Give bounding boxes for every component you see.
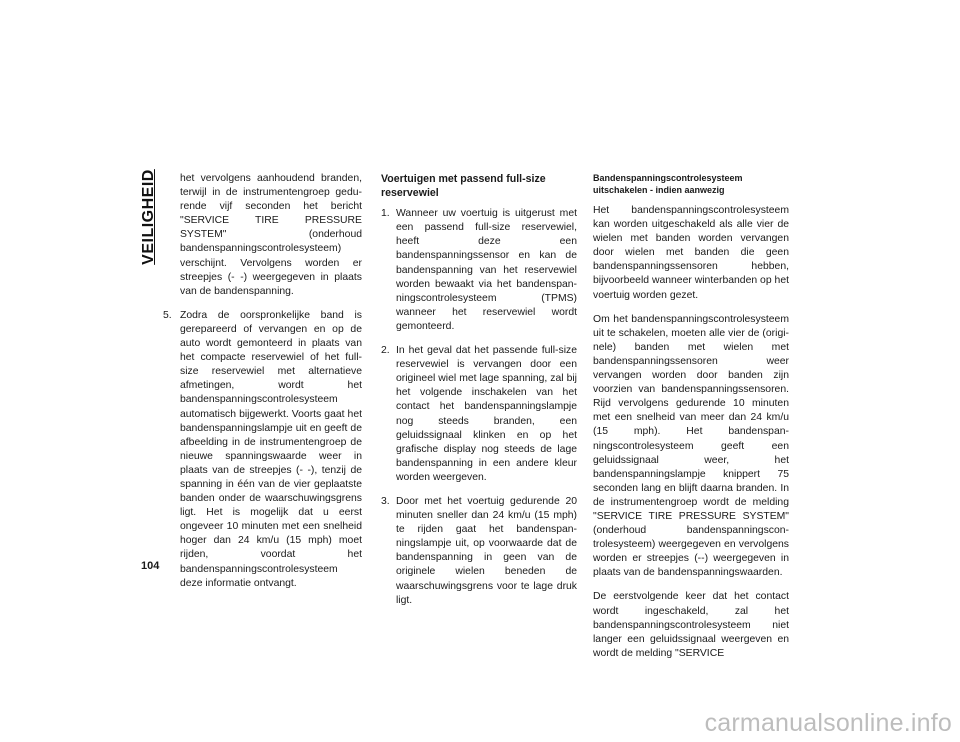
list-item-1 bbox=[381, 207, 577, 334]
list-number: 5. bbox=[163, 309, 172, 321]
section-subheading: Bandenspanningscontrolesysteem uitschakelen - indien aanwezig bbox=[593, 173, 743, 195]
list-item-text: Zodra de oorspronkelijke band is gerepareerd of vervangen en op de auto wordt gemonteerd in plaats van het compacte reservewiel of het full-size reservewiel met alternatieve afmetingen, wordt het bandenspanningscontrolesysteem automatisch bijgewerkt. Voorts gaat het bandenspanningslampje uit en geeft de afbeelding in de instrumentengroep de nieuwe spanningswaarde weer in plaats van de streepjes (- -), tenzij de spanning in één van de vier geplaatste banden onder de waarschuwingsgrens ligt. Het is mogelijk dat u eerst ongeveer 10 minuten met een snelheid hoger dan 24 km/u (15 mph) moet rijden, voordat het bandenspanningscontrolesysteem deze informatie ontvangt. bbox=[180, 309, 362, 589]
list-item-2 bbox=[381, 344, 577, 485]
column-left bbox=[165, 172, 362, 591]
list-item-3 bbox=[381, 495, 577, 608]
list-number: 3. bbox=[381, 495, 390, 507]
list-number: 2. bbox=[381, 345, 390, 357]
list-number: 1. bbox=[381, 208, 390, 220]
section-heading: Voertuigen met passend full-size reservewiel bbox=[381, 173, 546, 200]
section-tab bbox=[138, 171, 160, 263]
paragraph: De eerstvolgende keer dat het contact wordt ingeschakeld, zal het bandenspanningscontrolesysteem niet langer een geluidssignaal weergeven en wordt de melding "SERVICE bbox=[593, 591, 789, 659]
paragraph: Het bandenspanningscontrolesysteem kan worden uitgeschakeld als alle vier de wielen met banden worden vervangen door wielen met banden die geen bandenspanningssensoren hebben, bijvoorbeeld wanneer winterbanden op het voertuig worden gezet. bbox=[593, 205, 789, 301]
list-item-text: In het geval dat het passende full-size reservewiel is vervangen door een origineel wiel met lage spanning, zal bij het volgende inschakelen van het contact het bandenspanningslampje nog steeds branden, een geluidssignaal klinken en op het grafische display nog steeds de lage bandenspanning in een andere kleur worden weergeven. bbox=[396, 345, 577, 483]
watermark: carmanualsonline.info bbox=[704, 709, 952, 737]
column-right bbox=[593, 172, 789, 671]
column-middle bbox=[381, 172, 577, 618]
list-item-text: Wanneer uw voertuig is uitgerust met een passend full-size reservewiel, heeft deze een bandenspanningssensor en kan de bandenspanning van het reservewiel worden bewaakt via het bandenspanningscontrolesysteem (TPMS) wanneer het reservewiel wordt gemonteerd. bbox=[396, 208, 577, 332]
numbered-list bbox=[381, 207, 577, 608]
continuation-paragraph: het vervolgens aanhoudend branden, terwijl in de instrumentengroep gedurende vijf seconden het bericht "SERVICE TIRE PRESSURE SYSTEM" (onderhoud bandenspanningscontrolesysteem) verschijnt. Vervolgens worden er streepjes (- -) weergegeven in plaats van de bandenspanning. bbox=[180, 173, 362, 297]
paragraph: Om het bandenspanningscontrolesysteem uit te schakelen, moeten alle vier de (originele) banden met wielen met bandenspanningssensoren weer vervangen worden door banden zijn voorzien van bandenspanningssensoren. Rijd vervolgens gedurende 10 minuten met een snelheid van meer dan 24 km/u (15 mph). Het bandenspanningscontrolesysteem geeft een geluidssignaal weer, het bandenspanningslampje knippert 75 seconden lang en blijft daarna branden. In de instrumentengroep wordt de melding "SERVICE TIRE PRESSURE SYSTEM" (onderhoud bandenspanningscontrolesysteem) weergegeven en vervolgens worden er streepjes (--) weergegeven in plaats van de bandenspanningswaarden. bbox=[593, 313, 789, 579]
section-tab-label: VEILIGHEID bbox=[140, 169, 157, 265]
list-item-text: Door met het voertuig gedurende 20 minuten sneller dan 24 km/u (15 mph) te rijden gaat het bandenspanningslampje uit, op voorwaarde dat de bandenspanning in geen van de originele wielen beneden de waarschuwingsgrens voor te lage druk ligt. bbox=[396, 495, 577, 606]
list-item-5 bbox=[165, 309, 362, 591]
page-number: 104 bbox=[141, 560, 160, 572]
